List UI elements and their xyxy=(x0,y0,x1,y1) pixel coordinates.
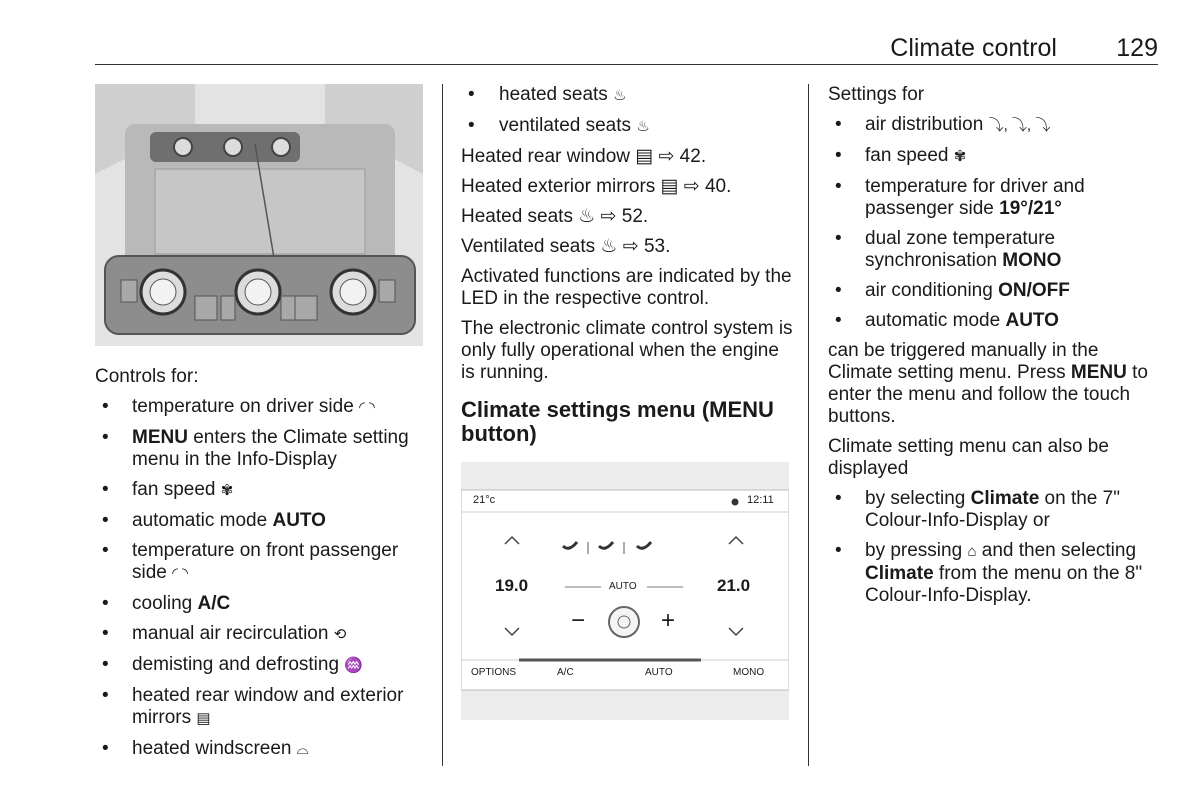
auto-mode-label[interactable]: AUTO xyxy=(609,581,637,592)
list-item: • heated rear window and exterior mirrors ▤ xyxy=(95,685,430,730)
heated-windscreen-icon: ⌓ xyxy=(296,741,309,758)
list-item: • heated windscreen ⌓ xyxy=(95,738,430,761)
list-item: • demisting and defrosting ♒ xyxy=(95,654,430,677)
plus-button[interactable]: + xyxy=(661,607,676,634)
ac-button[interactable]: A/C xyxy=(557,667,574,678)
led-paragraph: Activated functions are indicated by the LED in the respective control. xyxy=(461,266,792,309)
display-list xyxy=(828,488,1158,607)
display-paragraph: Climate setting menu can also be displayed xyxy=(828,436,1109,479)
rear-window-heat-icon: ▤ xyxy=(196,710,211,727)
climate-panel-illustration xyxy=(95,84,423,346)
defrost-icon: ♒ xyxy=(344,657,363,674)
list-item: • temperature on driver side ◜ ◝ xyxy=(95,396,430,419)
settings-intro: Settings for xyxy=(828,84,925,105)
temperature-arc-icon: ◜ ◝ xyxy=(359,399,375,416)
list-item: • air conditioning ON/OFF xyxy=(828,280,1158,302)
ref-heated-seats: Heated seats ♨ ⇨ 52. xyxy=(461,206,649,227)
status-temperature: 21°c xyxy=(473,494,496,506)
climate-screen-illustration xyxy=(461,462,789,720)
minus-button[interactable]: − xyxy=(571,607,586,634)
list-item: • fan speed ✾ xyxy=(828,145,1158,168)
list-item: • air distribution ⤵, ⤵, ⤵ xyxy=(828,114,1158,137)
ventilated-seat-icon: ♨ xyxy=(636,118,650,135)
air-distribution-icon: ⤵, ⤵, ⤵ xyxy=(988,117,1051,134)
column-divider-2 xyxy=(808,84,809,766)
list-item: • automatic mode AUTO xyxy=(828,310,1158,332)
status-clock: 12:11 xyxy=(747,494,774,506)
operational-paragraph: The electronic climate control system is only fully operational when the engine is running. xyxy=(461,318,793,383)
page-number: 129 xyxy=(1116,34,1158,62)
header-rule xyxy=(95,64,1158,65)
ref-heated-rear-window: Heated rear window ▤ ⇨ 42. xyxy=(461,146,707,167)
ref-ventilated-seats: Ventilated seats ♨ ⇨ 53. xyxy=(461,236,671,257)
controls-list xyxy=(95,396,430,761)
list-item: • by selecting Climate on the 7" Colour-Info-Display or xyxy=(828,488,1158,532)
auto-button[interactable]: AUTO xyxy=(645,667,673,678)
controls-intro: Controls for: xyxy=(95,366,199,387)
column-divider-1 xyxy=(442,84,443,766)
list-item: • manual air recirculation ⟲ xyxy=(95,623,430,646)
recirculation-icon: ⟲ xyxy=(333,626,347,643)
column-2 xyxy=(461,84,796,472)
list-item: • MENU enters the Climate setting menu in the Info-Display xyxy=(95,427,430,471)
settings-list xyxy=(828,114,1158,332)
options-button[interactable]: OPTIONS xyxy=(471,667,517,678)
manual-trigger-paragraph: can be triggered manually in the Climate setting menu. Press MENU to enter the menu and follow the touch buttons. xyxy=(828,340,1148,427)
right-temperature[interactable]: 21.0 xyxy=(717,576,751,595)
left-temperature[interactable]: 19.0 xyxy=(495,576,529,595)
list-item: • temperature on front passenger side ◜ ◝ xyxy=(95,540,430,585)
list-item: • automatic mode AUTO xyxy=(95,510,430,532)
list-item: • cooling A/C xyxy=(95,593,430,615)
mono-button[interactable]: MONO xyxy=(733,667,765,678)
list-item: • dual zone temperature synchronisation MONO xyxy=(828,228,1158,272)
seat-list xyxy=(461,84,796,138)
column-3 xyxy=(828,84,1158,615)
list-item: • temperature for driver and passenger side 19°/21° xyxy=(828,176,1158,220)
page-title: Climate control xyxy=(890,34,1057,62)
home-icon: ⌂ xyxy=(967,543,977,560)
list-item: • by pressing ⌂ and then selecting Climate from the menu on the 8" Colour-Info-Display. xyxy=(828,540,1158,607)
temperature-arc-icon: ◜ ◝ xyxy=(172,565,188,582)
list-item: • ventilated seats ♨ xyxy=(461,115,796,138)
list-item: • heated seats ♨ xyxy=(461,84,796,107)
section-heading: Climate settings menu (MENU button) xyxy=(461,397,774,446)
ref-heated-mirrors: Heated exterior mirrors ▤ ⇨ 40. xyxy=(461,176,732,197)
fan-icon: ✾ xyxy=(220,482,234,499)
fan-icon: ✾ xyxy=(953,148,967,165)
list-item: • fan speed ✾ xyxy=(95,479,430,502)
column-1 xyxy=(95,366,430,769)
heated-seat-icon: ♨ xyxy=(613,87,627,104)
